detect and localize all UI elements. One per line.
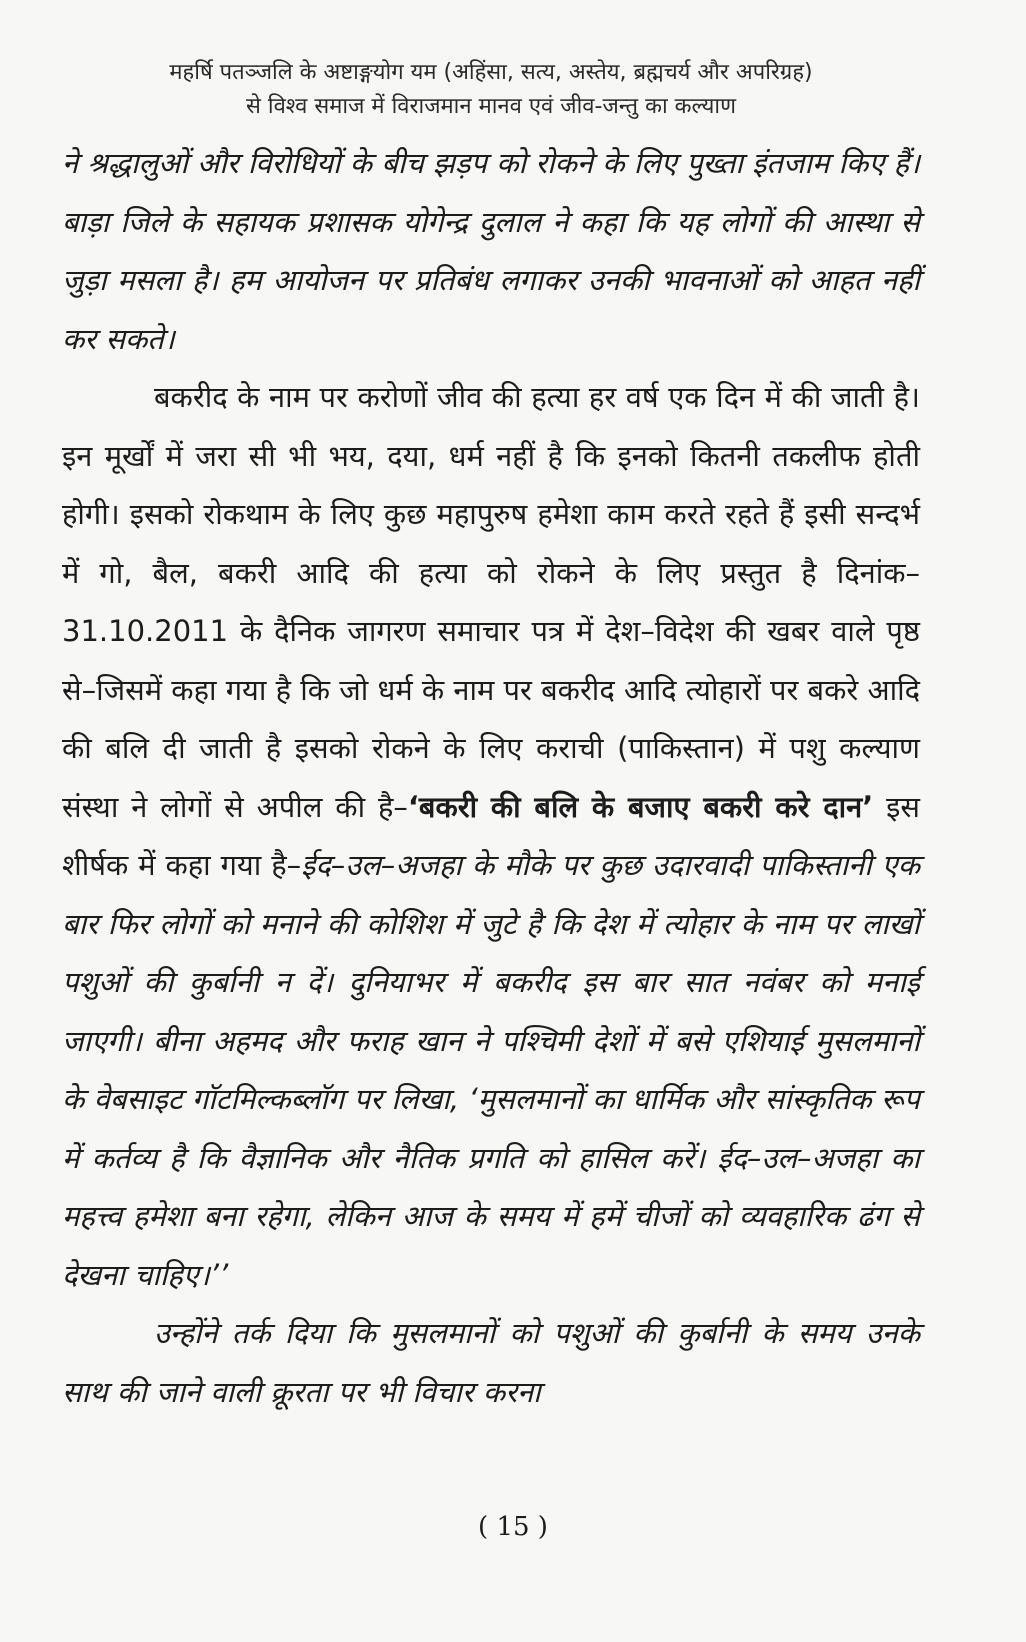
body-text — [62, 134, 920, 1421]
paragraph-2 — [62, 368, 920, 1304]
appeal-title: ‘बकरी की बलि के बजाए बकरी करे दान’ — [407, 789, 874, 824]
header-line-2: से विश्व समाज में विराजमान मानव एवं जीव-जन्तु का कल्याण — [246, 94, 736, 119]
paragraph-1: ने श्रद्धालुओं और विरोधियों के बीच झड़प को रोकने के लिए पुख्ता इंतजाम किए हैं। बाड़ा जिले के सहायक प्रशासक योगेन्द्र दुलाल ने कहा कि यह लोगों की आस्था से जुड़ा मसला है। हम आयोजन पर प्रतिबंध लगाकर उनकी भावनाओं को आहत नहीं कर सकते। — [62, 146, 920, 356]
page-number: ( 15 ) — [478, 1512, 548, 1542]
paragraph-2-continuation: इस शीर्षक में कहा गया है– — [62, 789, 920, 882]
header-line-1: महर्षि पतञ्जलि के अष्टाङ्गयोग यम (अहिंसा, सत्य, अस्तेय, ब्रह्मचर्य और अपरिग्रह) — [169, 60, 813, 85]
paragraph-3: उन्होंने तर्क दिया कि मुसलमानों को पशुओं की कुर्बानी के समय उनके साथ की जाने वाली क्रूरता पर भी विचार करना — [62, 1316, 920, 1409]
paragraph-2-text: बकरीद के नाम पर करोणों जीव की हत्या हर वर्ष एक दिन में की जाती है। इन मूर्खों में जरा सी भी भय, दया, धर्म नहीं है कि इनको कितनी तकलीफ होती होगी। इसको रोकथाम के लिए कुछ महापुरुष हमेशा काम करते रहते हैं इसी सन्दर्भ में गो, बैल, बकरी आदि की हत्या को रोकने के लिए प्रस्तुत है दिनांक–31.10.2011 के दैनिक जागरण समाचार पत्र में देश–विदेश की खबर वाले पृष्ठ से–जिसमें कहा गया है कि जो धर्म के नाम पर बकरीद आदि त्योहारों पर बकरे आदि की बलि दी जाती है इसको रोकने के लिए कराची (पाकिस्तान) में पशु कल्याण संस्था ने लोगों से अपील की है– — [62, 380, 920, 824]
news-quote: ईद–उल–अजहा के मौके पर कुछ उदारवादी पाकिस्तानी एक बार फिर लोगों को मनाने की कोशिश में जुटे है कि देश में त्योहार के नाम पर लाखों पशुओं की कुर्बानी न दें। दुनियाभर में बकरीद इस बार सात नवंबर को मनाई जाएगी। बीना अहमद और फराह खान ने पश्चिमी देशों में बसे एशियाई मुसलमानों के वेबसाइट गॉटमिल्कब्लॉग पर लिखा, ‘मुसलमानों का धार्मिक और सांस्कृतिक रूप में कर्तव्य है कि वैज्ञानिक और नैतिक प्रगति को हासिल करें। ईद–उल–अजहा का महत्त्व हमेशा बना रहेगा, लेकिन आज के समय में हमें चीजों को व्यवहारिक ढंग से देखना चाहिए।’’ — [62, 848, 920, 1292]
running-header — [62, 56, 920, 124]
